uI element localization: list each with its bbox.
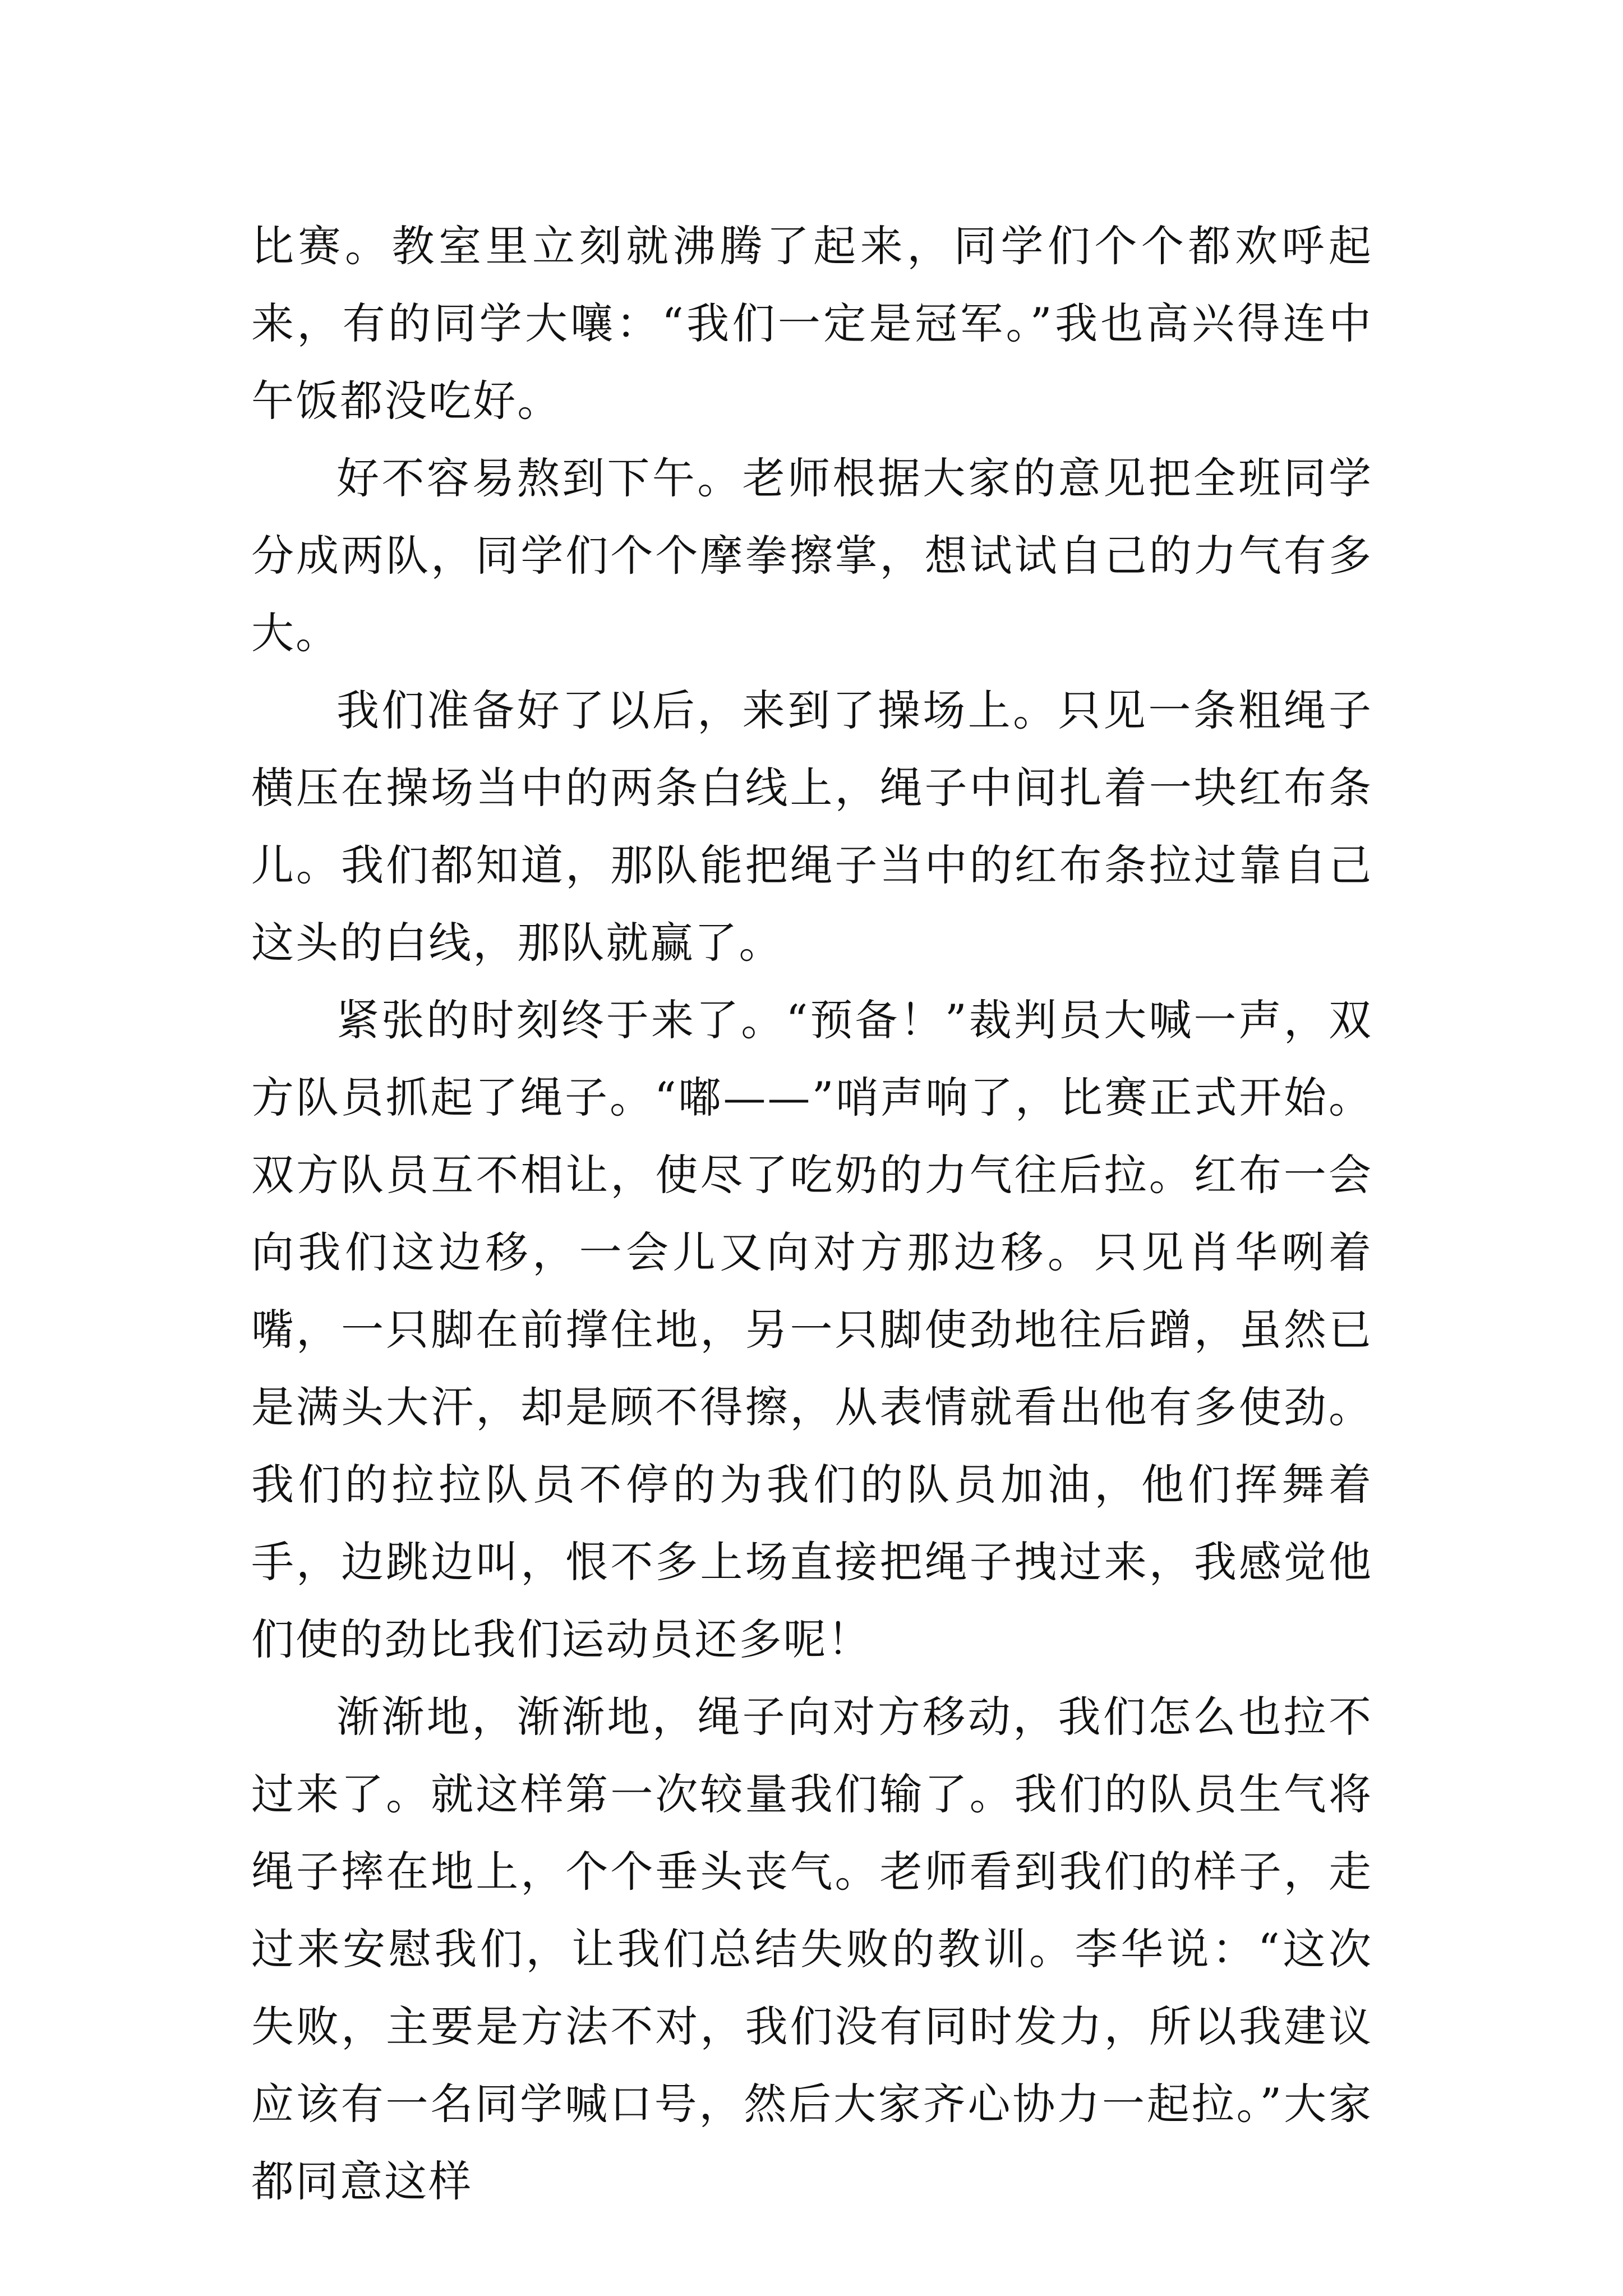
paragraph-1: 比赛。教室里立刻就沸腾了起来，同学们个个都欢呼起来，有的同学大嚷：“我们一定是冠军。”我也高兴得连中午饭都没吃好。 [251, 221, 1373, 426]
document-body [251, 208, 1373, 2220]
paragraph-3: 我们准备好了以后，来到了操场上。只见一条粗绳子横压在操场当中的两条白线上，绳子中间扎着一块红布条儿。我们都知道，那队能把绳子当中的红布条拉过靠自己这头的白线，那队就赢了。 [251, 685, 1373, 968]
paragraph-4: 紧张的时刻终于来了。“预备！”裁判员大喊一声，双方队员抓起了绳子。“嘟——”哨声响了，比赛正式开始。双方队员互不相让，使尽了吃奶的力气往后拉。红布一会向我们这边移，一会儿又向对方那边移。只见肖华咧着嘴，一只脚在前撑住地，另一只脚使劲地往后蹭，虽然已是满头大汗，却是顾不得擦，从表情就看出他有多使劲。我们的拉拉队员不停的为我们的队员加油，他们挥舞着手，边跳边叫，恨不多上场直接把绳子拽过来，我感觉他们使的劲比我们运动员还多呢！ [251, 995, 1373, 1664]
paragraph-5: 渐渐地，渐渐地，绳子向对方移动，我们怎么也拉不过来了。就这样第一次较量我们输了。我们的队员生气将绳子摔在地上，个个垂头丧气。老师看到我们的样子，走过来安慰我们，让我们总结失败的教训。李华说：“这次失败，主要是方法不对，我们没有同时发力，所以我建议应该有一名同学喊口号，然后大家齐心协力一起拉。”大家都同意这样 [251, 1692, 1373, 2206]
paragraph-2: 好不容易熬到下午。老师根据大家的意见把全班同学分成两队，同学们个个摩拳擦掌，想试试自己的力气有多大。 [251, 453, 1373, 658]
